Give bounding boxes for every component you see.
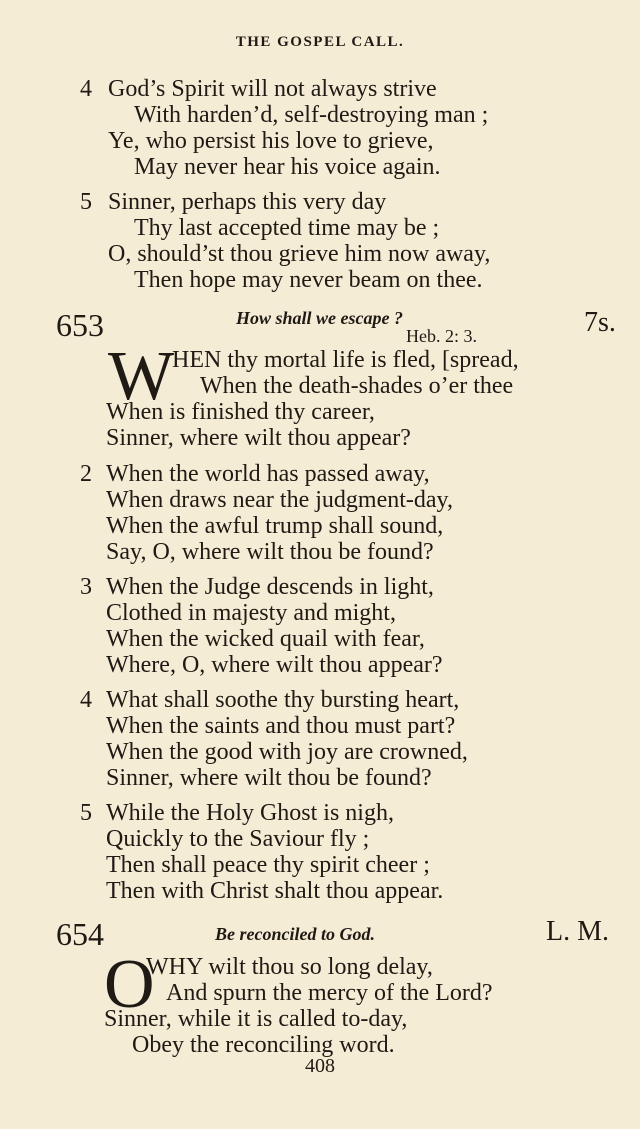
hymn-meter: 7s. (584, 307, 616, 338)
verse-line: Thy last accepted time may be ; (134, 215, 440, 241)
verse-line: Clothed in majesty and might, (106, 600, 396, 626)
verse-line: When the good with joy are crowned, (106, 739, 468, 765)
verse-line: Then hope may never beam on thee. (134, 267, 483, 293)
stanza-number: 4 (80, 76, 92, 102)
verse-line: Sinner, while it is called to-day, (104, 1006, 408, 1032)
stanza-number: 4 (80, 687, 92, 713)
verse-line: O, should’st thou grieve him now away, (108, 241, 491, 267)
drop-cap: O (104, 946, 155, 1023)
stanza-number: 2 (80, 461, 92, 487)
verse-line: Quickly to the Saviour fly ; (106, 826, 370, 852)
verse-line: Sinner, perhaps this very day (108, 189, 387, 215)
stanza-number: 3 (80, 574, 92, 600)
verse-line: Say, O, where wilt thou be found? (106, 539, 434, 565)
verse-line: May never hear his voice again. (134, 154, 441, 180)
verse-line: Where, O, where wilt thou appear? (106, 652, 443, 678)
verse-line: Then shall peace thy spirit cheer ; (106, 852, 430, 878)
verse-line: When the saints and thou must part? (106, 713, 456, 739)
verse-line: When the world has passed away, (106, 461, 430, 487)
verse-line: When draws near the judgment-day, (106, 487, 453, 513)
verse-line: Sinner, where wilt thou appear? (106, 425, 411, 451)
hymn-title: Be reconciled to God. (215, 924, 375, 944)
stanza-number: 5 (80, 800, 92, 826)
hymn-number: 654 (56, 916, 104, 952)
verse-line: When is finished thy career, (106, 399, 375, 425)
verse-line: With harden’d, self-destroying man ; (134, 102, 489, 128)
verse-line: Sinner, where wilt thou be found? (106, 765, 432, 791)
verse-line: God’s Spirit will not always strive (108, 76, 437, 102)
verse-line: When the awful trump shall sound, (106, 513, 444, 539)
hymn-number: 653 (56, 307, 104, 343)
stanza-number: 5 (80, 189, 92, 215)
verse-line: And spurn the mercy of the Lord? (166, 980, 493, 1006)
verse-line: When the Judge descends in light, (106, 574, 434, 600)
scripture-reference: Heb. 2: 3. (406, 326, 477, 346)
hymn-title: How shall we escape ? (236, 308, 403, 328)
verse-line: When the death-shades o’er thee (200, 373, 514, 399)
verse-line: WHY wilt thou so long delay, (146, 954, 433, 980)
page-number: 408 (305, 1055, 335, 1077)
verse-line: When the wicked quail with fear, (106, 626, 425, 652)
verse-line: Ye, who persist his love to grieve, (108, 128, 434, 154)
running-head: THE GOSPEL CALL. (235, 34, 405, 50)
verse-line: What shall soothe thy bursting heart, (106, 687, 460, 713)
verse-line: While the Holy Ghost is nigh, (106, 800, 394, 826)
hymn-meter: L. M. (546, 916, 609, 947)
drop-cap: W (108, 338, 175, 415)
verse-line: Obey the reconciling word. (132, 1032, 395, 1058)
verse-line: Then with Christ shalt thou appear. (106, 878, 444, 904)
verse-line: HEN thy mortal life is fled, [spread, (172, 347, 519, 373)
